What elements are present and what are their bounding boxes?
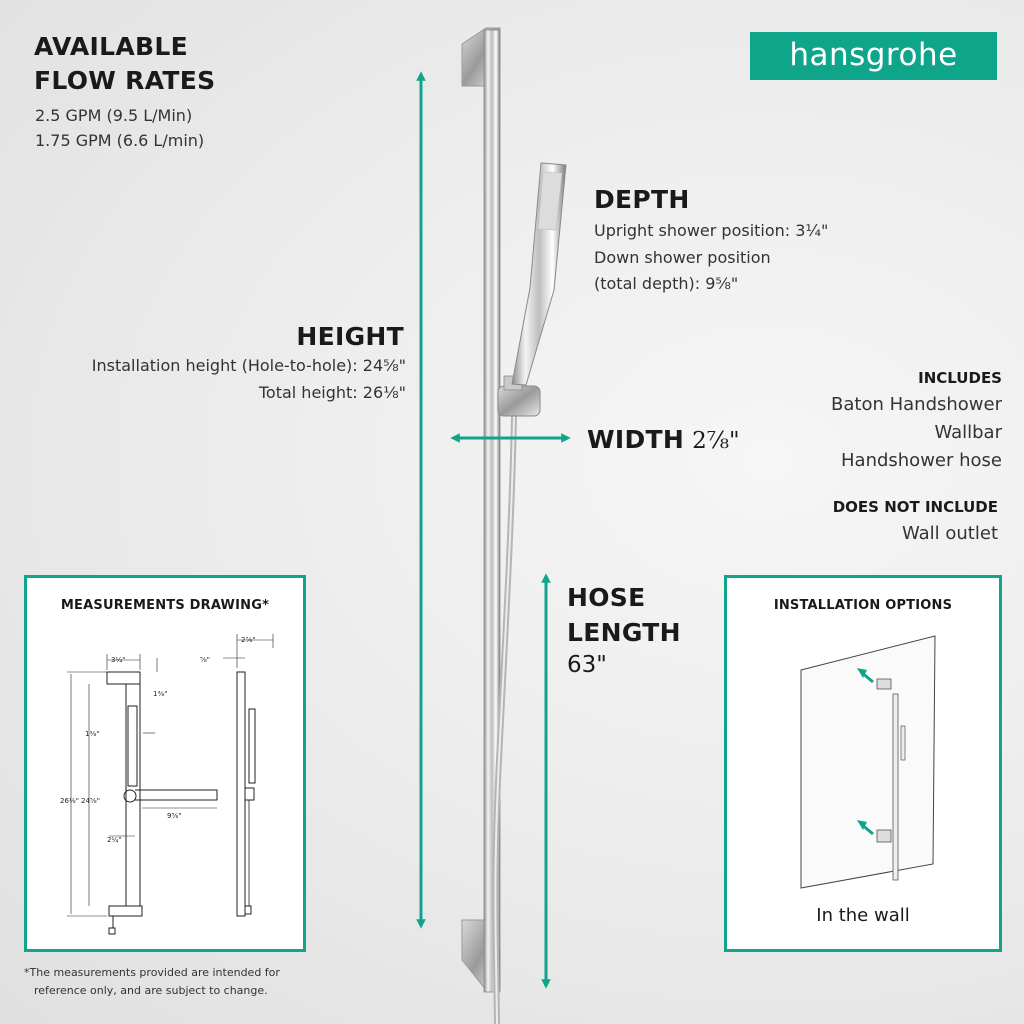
dim-depth: 9⅝" [167,812,182,820]
flow-rates-title-line1: AVAILABLE [34,32,188,61]
width-callout [587,425,740,454]
installation-options-title: INSTALLATION OPTIONS [773,598,953,613]
brand-logo: hansgrohe [750,32,997,80]
installation-caption: In the wall [816,905,910,926]
flow-rates-list [35,103,204,153]
measurements-diagram [27,578,303,949]
flow-rates-title [34,30,215,98]
depth-down-line2: (total depth): 9⅝" [594,274,739,293]
depth-down-line1: Down shower position [594,248,771,267]
flow-rates-title-line2: FLOW RATES [34,66,216,95]
dim-left-mid: 1⅜" [85,730,100,738]
dim-side-small: ⅝" [200,656,211,664]
height-total: Total height: 26⅛" [258,383,406,402]
includes-item: Handshower hose [841,450,1002,471]
hose-title-line1: HOSE [567,583,646,612]
flow-rate-2: 1.75 GPM (6.6 L/min) [35,131,205,150]
baton-handshower [512,163,566,385]
height-installation: Installation height (Hole-to-hole): 24⅝" [91,356,406,375]
installation-diagram [727,578,999,949]
not-included-title: DOES NOT INCLUDE [832,498,998,516]
dim-install-height: 24⅝" [81,797,100,805]
measurements-drawing-panel [24,575,306,952]
includes-item: Wallbar [934,422,1002,443]
not-included-list [833,498,998,548]
footnote [24,964,280,1000]
dim-top-width: 3¼" [111,656,126,664]
depth-upright: Upright shower position: 3¼" [594,221,829,240]
hose-value: 63" [567,652,607,678]
height-title: HEIGHT [296,322,404,351]
not-included-item: Wall outlet [901,523,998,544]
includes-title: INCLUDES [918,369,1002,387]
dim-low-width: 2¼" [107,836,122,844]
dim-right-top: 1⅜" [153,690,168,698]
height-details [92,352,406,406]
includes-item: Baton Handshower [831,394,1002,415]
width-label: WIDTH [587,425,685,454]
includes-list [831,369,1002,475]
depth-title: DEPTH [594,185,690,214]
installation-options-panel [724,575,1002,952]
measurements-drawing-title: MEASUREMENTS DRAWING* [60,598,270,613]
dim-total-height: 26⅛" [60,797,79,805]
hose-title [567,580,681,650]
flow-rate-1: 2.5 GPM (9.5 L/Min) [35,106,193,125]
dim-side-width: 2⅞" [241,636,256,644]
hose-title-line2: LENGTH [567,618,681,647]
footnote-line2: reference only, and are subject to change. [34,984,268,997]
width-value: 2⅞" [692,428,740,454]
footnote-line1: *The measurements provided are intended for [24,966,280,979]
depth-details [594,216,828,297]
